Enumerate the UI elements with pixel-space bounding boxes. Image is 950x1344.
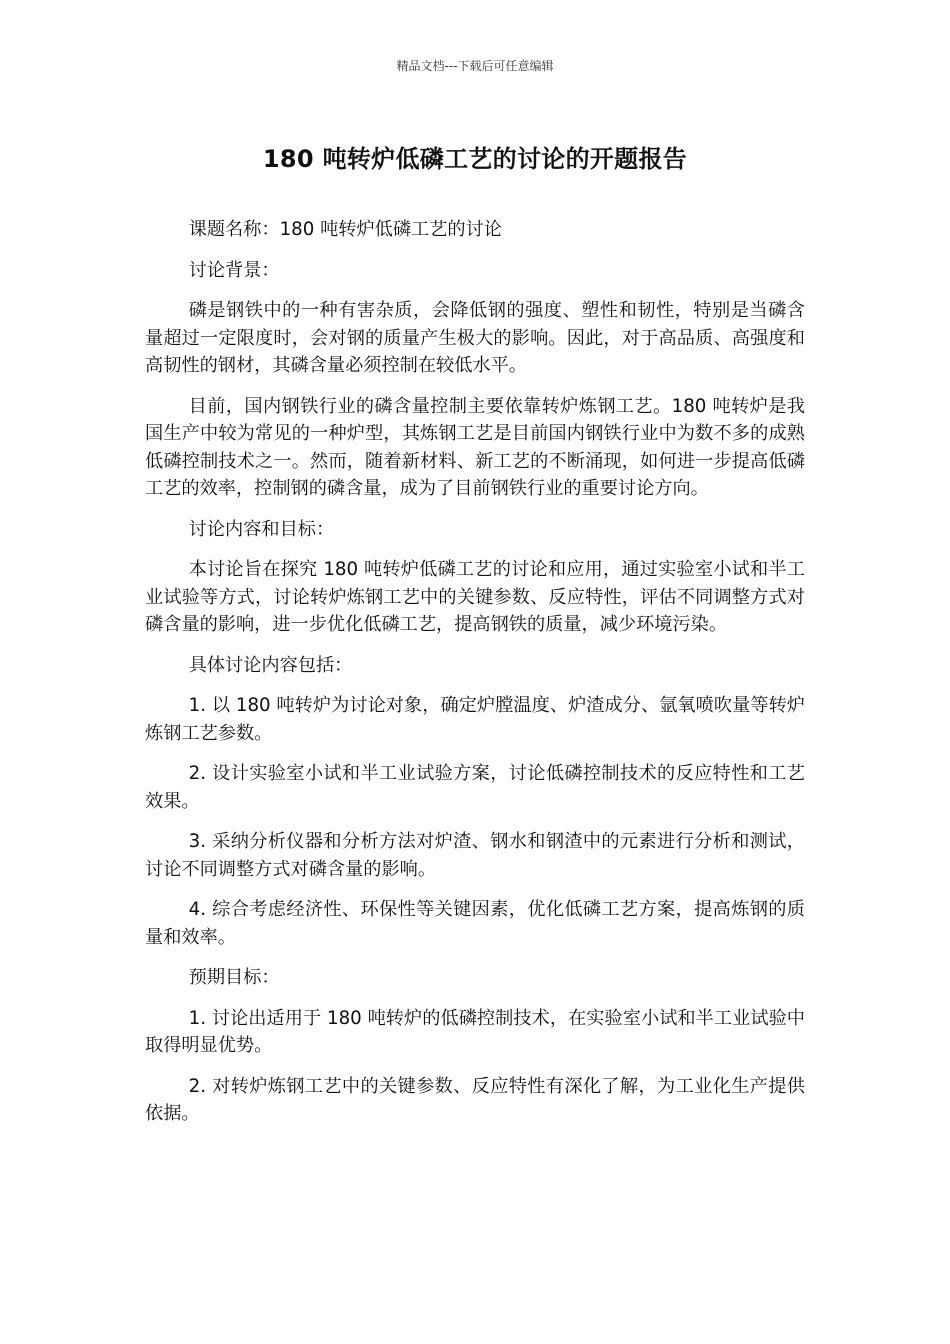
paragraph-background-2: 目前，国内钢铁行业的磷含量控制主要依靠转炉炼钢工艺。180 吨转炉是我国生产中较为常见的一种炉型，其炼钢工艺是目前国内钢铁行业中为数不多的成熟低磷控制技术之一。然而，随着新材料、新工艺的不断涌现，如何进一步提高低磷工艺的效率，控制钢的磷含量，成为了目前钢铁行业的重要讨论方向。 [145,395,805,499]
paragraph-background-1: 磷是钢铁中的一种有害杂质，会降低钢的强度、塑性和韧性，特别是当磷含量超过一定限度时，会对钢的质量产生极大的影响。因此，对于高品质、高强度和高韧性的钢材，其磷含量必须控制在较低水平。 [145,300,805,376]
paragraph-content-heading: 讨论内容和目标： [188,518,335,540]
paragraph-background-heading: 讨论背景： [188,259,280,281]
paragraph-specific-heading: 具体讨论内容包括： [188,654,353,676]
list-item-specific-3: 3. 采纳分析仪器和分析方法对炉渣、钢水和钢渣中的元素进行分析和测试，讨论不同调整方式对磷含量的影响。 [145,831,805,880]
document-title: 180 吨转炉低磷工艺的讨论的开题报告 [262,145,688,173]
paragraph-content-body: 本讨论旨在探究 180 吨转炉低磷工艺的讨论和应用，通过实验室小试和半工业试验等方式，讨论转炉炼钢工艺中的关键参数、反应特性，评估不同调整方式对磷含量的影响，进一步优化低磷工艺，提高钢铁的质量，减少环境污染。 [145,559,805,635]
list-item-specific-2: 2. 设计实验室小试和半工业试验方案，讨论低磷控制技术的反应特性和工艺效果。 [145,763,805,812]
list-item-goal-1: 1. 讨论出适用于 180 吨转炉的低磷控制技术，在实验室小试和半工业试验中取得明显优势。 [145,1007,805,1056]
header-note: 精品文档---下载后可任意编辑 [396,59,554,73]
paragraph-topic-name: 课题名称：180 吨转炉低磷工艺的讨论 [188,219,502,240]
paragraph-goals-heading: 预期目标： [188,967,280,988]
list-item-goal-2: 2. 对转炉炼钢工艺中的关键参数、反应特性有深化了解，为工业化生产提供依据。 [145,1075,805,1124]
document-body [145,216,805,1141]
list-item-specific-4: 4. 综合考虑经济性、环保性等关键因素，优化低磷工艺方案，提高炼钢的质量和效率。 [145,899,805,948]
list-item-specific-1: 1. 以 180 吨转炉为讨论对象，确定炉膛温度、炉渣成分、氩氧喷吹量等转炉炼钢工艺参数。 [145,695,805,744]
